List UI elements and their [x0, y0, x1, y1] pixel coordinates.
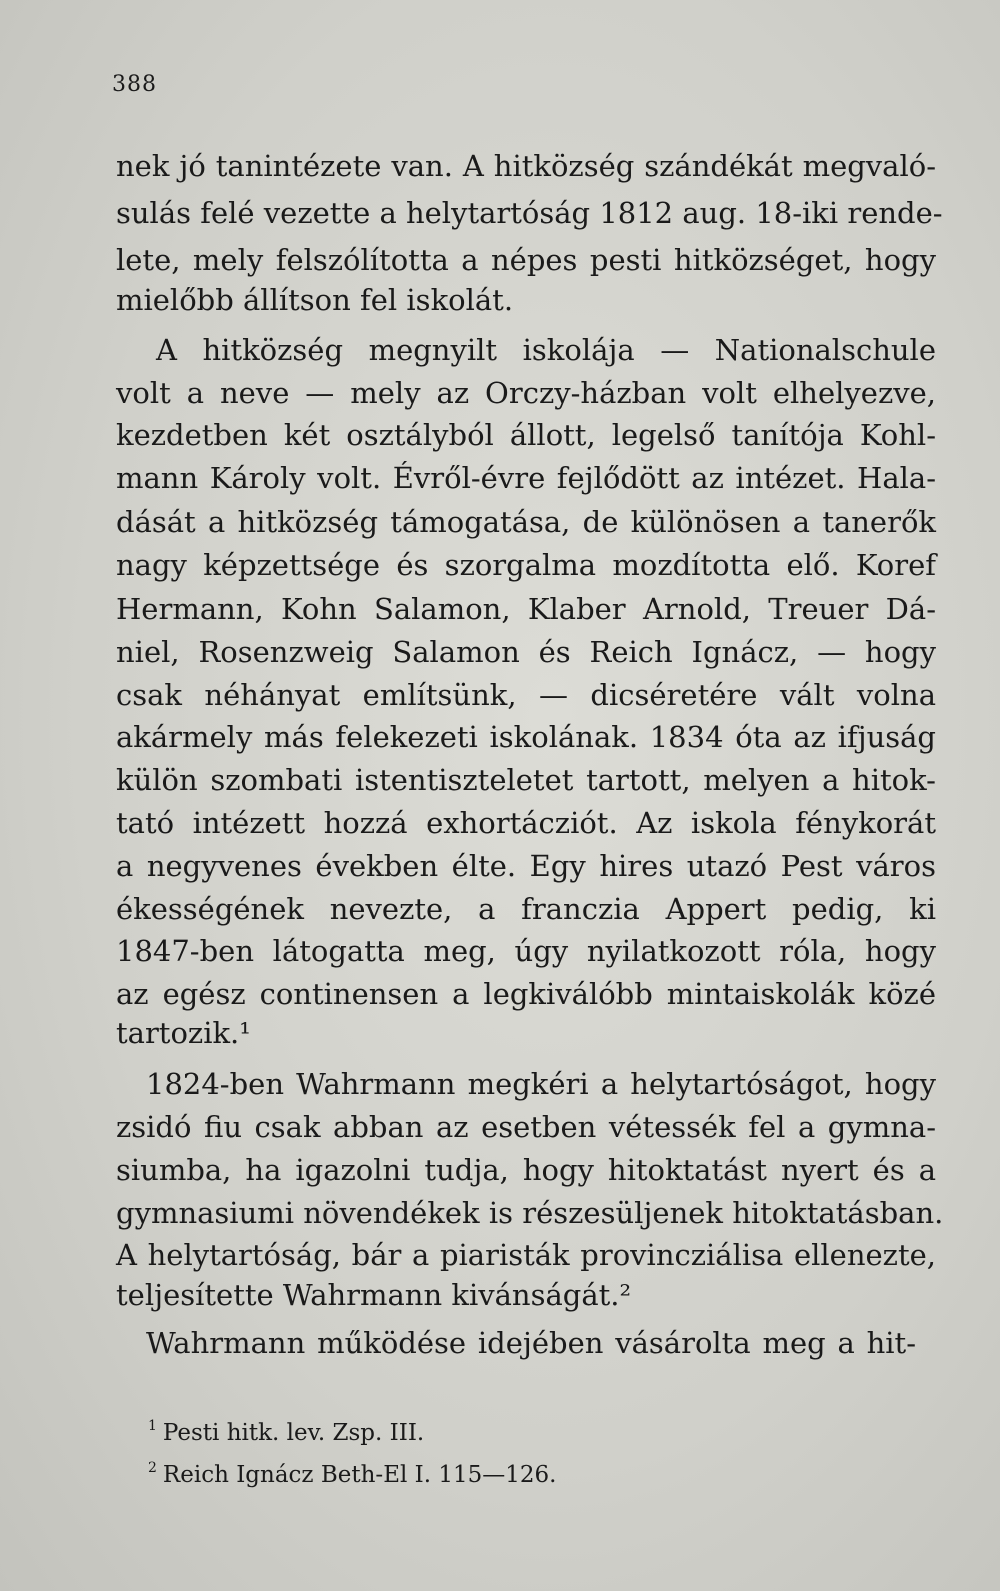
footnote: [148, 1451, 556, 1493]
text-line: nagy képzettsége és szorgalma mozdította elő. Koref: [116, 548, 936, 582]
text-line: 1824-ben Wahrmann megkéri a helytartóságot, hogy: [146, 1067, 936, 1101]
text-line: ékességének nevezte, a franczia Appert pedig, ki: [116, 892, 936, 926]
text-line: niel, Rosenzweig Salamon és Reich Ignácz, — hogy: [116, 635, 936, 669]
text-line: külön szombati istentiszteletet tartott, melyen a hitok-: [116, 763, 936, 797]
footnote-text: Pesti hitk. lev. Zsp. III.: [162, 1420, 425, 1446]
text-line: teljesítette Wahrmann kivánságát.²: [116, 1278, 632, 1312]
footnote-text: Reich Ignácz Beth-El I. 115—126.: [162, 1462, 557, 1488]
text-line: siumba, ha igazolni tudja, hogy hitoktatást nyert és a: [116, 1153, 936, 1187]
text-line: volt a neve — mely az Orczy-házban volt elhelyezve,: [116, 376, 936, 410]
text-line: tartozik.¹: [116, 1016, 251, 1050]
text-line: 1847-ben látogatta meg, úgy nyilatkozott róla, hogy: [116, 934, 936, 968]
text-line: az egész continensen a legkiválóbb mintaiskolák közé: [116, 977, 936, 1011]
page-number: 388: [112, 72, 157, 97]
footnote-mark: 2: [148, 1460, 157, 1476]
text-line: kezdetben két osztályból állott, legelső tanítója Kohl-: [116, 418, 936, 452]
text-line: a negyvenes években élte. Egy hires utazó Pest város: [116, 849, 936, 883]
text-line: mann Károly volt. Évről-évre fejlődött az intézet. Hala-: [116, 461, 936, 495]
text-line: gymnasiumi növendékek is részesüljenek hitoktatásban.: [116, 1196, 944, 1230]
text-line: lete, mely felszólította a népes pesti hitközséget, hogy: [116, 243, 936, 277]
text-line: mielőbb állítson fel iskolát.: [116, 283, 514, 317]
text-line: tató intézett hozzá exhortácziót. Az iskola fénykorát: [116, 806, 936, 840]
text-line: sulás felé vezette a helytartóság 1812 aug. 18-iki rende-: [116, 196, 943, 230]
text-line: Hermann, Kohn Salamon, Klaber Arnold, Treuer Dá-: [116, 592, 936, 626]
footnote-mark: 1: [148, 1418, 157, 1434]
text-line: zsidó fiu csak abban az esetben vétessék fel a gymna-: [116, 1110, 936, 1144]
text-line: nek jó tanintézete van. A hitközség szándékát megvaló-: [116, 149, 936, 183]
text-line: A helytartóság, bár a piaristák provincziálisa ellenezte,: [116, 1238, 936, 1272]
text-line: csak néhányat említsünk, — dicséretére vált volna: [116, 678, 936, 712]
text-line: A hitközség megnyilt iskolája — Nationalschule: [156, 333, 936, 367]
text-line: akármely más felekezeti iskolának. 1834 óta az ifjuság: [116, 720, 936, 754]
footnote: [148, 1409, 556, 1451]
text-line: dását a hitközség támogatása, de különösen a tanerők: [116, 505, 936, 539]
text-line: Wahrmann működése idejében vásárolta meg a hit-: [146, 1326, 916, 1360]
footnotes: [148, 1409, 556, 1493]
